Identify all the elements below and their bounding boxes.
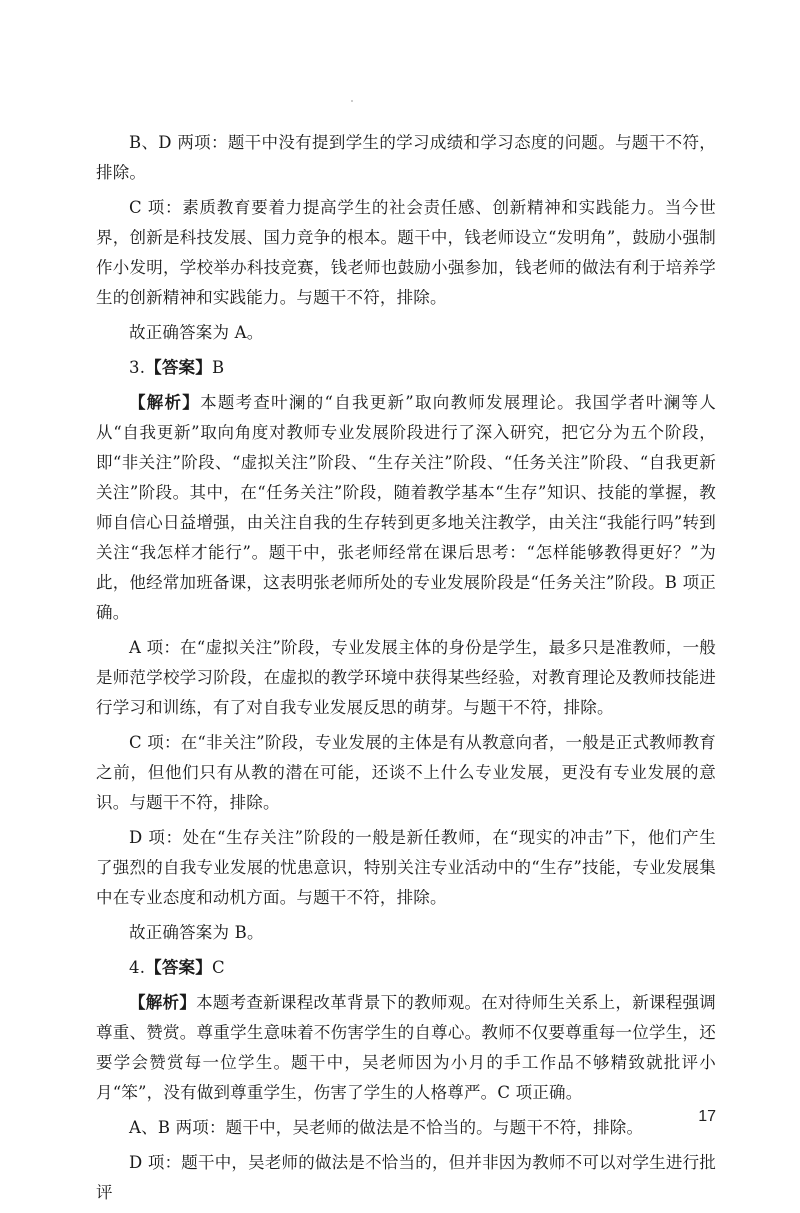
analysis-paragraph-4 [96, 988, 716, 1108]
paragraph-text: C 项：素质教育要着力提高学生的社会责任感、创新精神和实践能力。当今世界，创新是科技发展、国力竞争的根本。题干中，钱老师设立“发明角”，鼓励小强制作小发明，学校举办科技竞赛，钱老师也鼓励小强参加，钱老师的做法有利于培养学生的创新精神和实践能力。与题干不符，排除。 [96, 198, 716, 307]
paragraph-bd-options [96, 128, 716, 188]
answer-heading-4 [96, 953, 716, 983]
analysis-paragraph-3 [96, 388, 716, 628]
document-body [96, 128, 716, 1213]
paragraph-text: 本题考查叶澜的“自我更新”取向教师发展理论。我国学者叶澜等人从“自我更新”取向角度对教师专业发展阶段进行了深入研究，把它分为五个阶段，即“非关注”阶段、“虚拟关注”阶段、“生存关注”阶段、“任务关注”阶段、“自我更新关注”阶段。其中，在“任务关注”阶段，随着教学基本“生存”知识、技能的掌握，教师自信心日益增强，由关注自我的生存转到更多地关注教学，由关注“我能行吗”转到关注“我怎样才能行”。题干中，张老师经常在课后思考：“怎样能够教得更好？”为此，他经常加班备课，这表明张老师所处的专业发展阶段是“任务关注”阶段。B 项正确。 [96, 393, 716, 622]
paragraph-conclusion-b [96, 918, 716, 948]
answer-value: B [211, 358, 225, 377]
scan-speck [351, 100, 353, 102]
answer-heading-3 [96, 353, 716, 383]
paragraph-text: D 项：处在“生存关注”阶段的一般是新任教师，在“现实的冲击”下，他们产生了强烈的自我专业发展的忧患意识，特别关注专业活动中的“生存”技能，专业发展集中在专业态度和动机方面。与题干不符，排除。 [96, 828, 716, 907]
paragraph-text: 故正确答案为 B。 [129, 923, 264, 942]
question-number: 4. [129, 958, 146, 977]
question-number: 3. [129, 358, 146, 377]
paragraph-text: A 项：在“虚拟关注”阶段，专业发展主体的身份是学生，最多只是准教师，一般是师范学校学习阶段，在虚拟的教学环境中获得某些经验，对教育理论及教师技能进行学习和训练，有了对自我专业发展反思的萌芽。与题干不符，排除。 [96, 638, 716, 717]
paragraph-text: B、D 两项：题干中没有提到学生的学习成绩和学习态度的问题。与题干不符，排除。 [96, 133, 716, 182]
paragraph-a-option [96, 633, 716, 723]
answer-tag: 【答案】 [145, 358, 212, 377]
paragraph-conclusion-a [96, 318, 716, 348]
paragraph-c-option [96, 193, 716, 313]
paragraph-c-option-2 [96, 728, 716, 818]
analysis-tag: 【解析】 [129, 393, 201, 412]
paragraph-text: 故正确答案为 A。 [129, 323, 264, 342]
paragraph-text: D 项：题干中，吴老师的做法是不恰当的，但并非因为教师不可以对学生进行批评 [96, 1153, 716, 1202]
page-number: 17 [698, 1108, 716, 1125]
paragraph-text: C 项：在“非关注”阶段，专业发展的主体是有从教意向者，一般是正式教师教育之前，但他们只有从教的潜在可能，还谈不上什么专业发展，更没有专业发展的意识。与题干不符，排除。 [96, 733, 716, 812]
answer-value: C [211, 958, 225, 977]
answer-tag: 【答案】 [145, 958, 212, 977]
paragraph-text: 本题考查新课程改革背景下的教师观。在对待师生关系上，新课程强调尊重、赞赏。尊重学生意味着不伤害学生的自尊心。教师不仅要尊重每一位学生，还要学会赞赏每一位学生。题干中，吴老师因为小月的手工作品不够精致就批评小月“笨”，没有做到尊重学生，伤害了学生的人格尊严。C 项正确。 [96, 993, 716, 1102]
paragraph-d-option [96, 823, 716, 913]
analysis-tag: 【解析】 [129, 993, 197, 1012]
paragraph-text: A、B 两项：题干中，吴老师的做法是不恰当的。与题干不符，排除。 [129, 1118, 644, 1137]
paragraph-d-option-2 [96, 1148, 716, 1208]
paragraph-ab-options [96, 1113, 716, 1143]
